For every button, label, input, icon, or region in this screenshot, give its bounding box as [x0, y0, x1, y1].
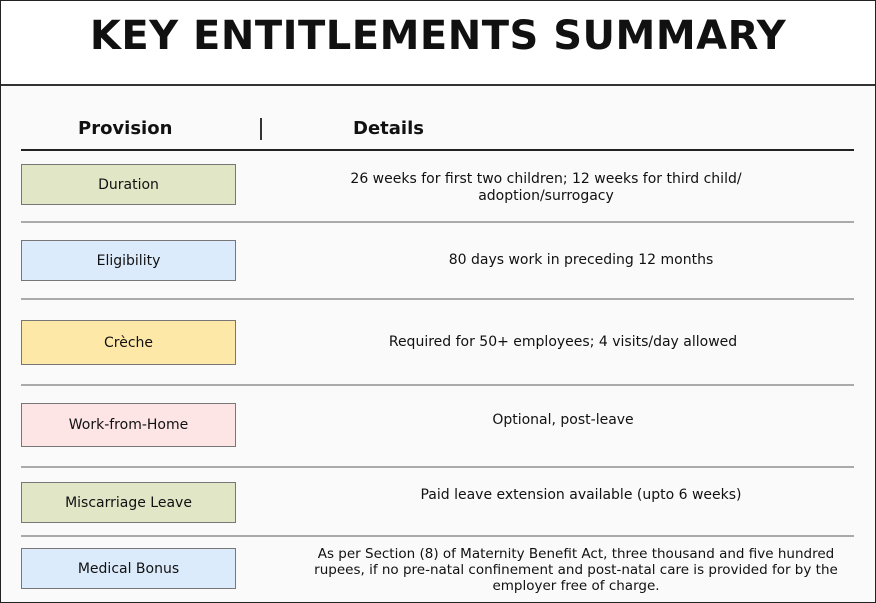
- column-header-provision: Provision: [78, 118, 173, 139]
- title-bar: [1, 1, 875, 86]
- row-divider: [21, 535, 854, 537]
- details-miscarriage-leave: Paid leave extension available (upto 6 weeks): [420, 487, 742, 503]
- details-duration: 26 weeks for first two children; 12 weeks for third child/ adoption/surrogacy: [350, 171, 742, 204]
- provision-eligibility: Eligibility: [21, 240, 236, 281]
- row-divider: [21, 384, 854, 386]
- provision-creche: Crèche: [21, 320, 236, 365]
- provision-duration: Duration: [21, 164, 236, 205]
- details-work-from-home: Optional, post-leave: [492, 412, 634, 428]
- column-header-details: Details: [353, 118, 424, 139]
- details-creche: Required for 50+ employees; 4 visits/day allowed: [388, 334, 738, 350]
- provision-miscarriage-leave: Miscarriage Leave: [21, 482, 236, 523]
- header-divider: [260, 118, 262, 140]
- details-medical-bonus: As per Section (8) of Maternity Benefit Act, three thousand and five hundred rupees, if no pre-natal confinement and post-natal care is provided for by the employer free of charge.: [314, 546, 838, 594]
- provision-work-from-home: Work-from-Home: [21, 403, 236, 447]
- row-divider: [21, 466, 854, 468]
- details-eligibility: 80 days work in preceding 12 months: [448, 252, 714, 268]
- provision-medical-bonus: Medical Bonus: [21, 548, 236, 589]
- page-title: KEY ENTITLEMENTS SUMMARY: [89, 12, 787, 59]
- row-divider: [21, 221, 854, 223]
- row-divider: [21, 298, 854, 300]
- header-rule: [21, 149, 854, 151]
